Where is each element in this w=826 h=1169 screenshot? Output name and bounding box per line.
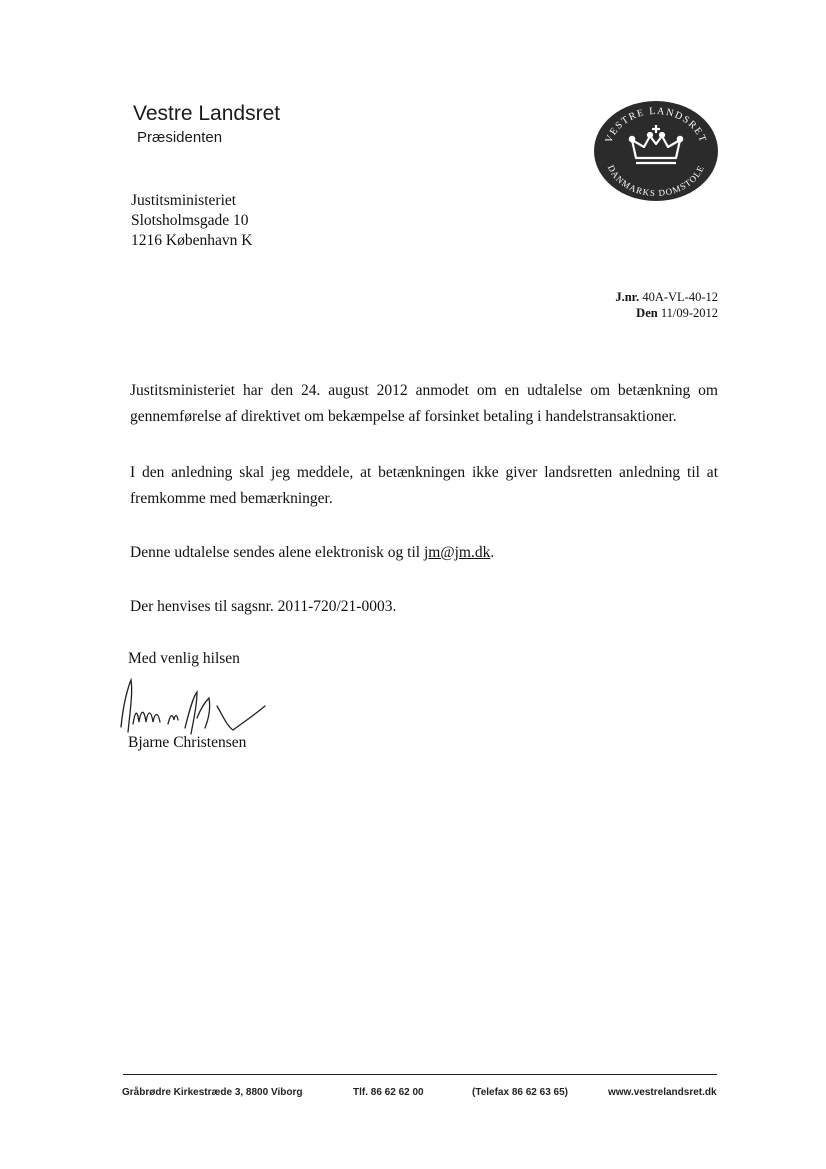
paragraph-text: Denne udtalelse sendes alene elektronisk og til [130, 544, 424, 561]
footer-phone: Tlf. 86 62 62 00 [353, 1087, 424, 1098]
footer-divider [123, 1074, 717, 1075]
jnr-value: 40A-VL-40-12 [642, 290, 718, 304]
recipient-line: Justitsministeriet [131, 192, 237, 209]
recipient-line: Slotsholmsgade 10 [131, 212, 249, 229]
seal-top-text: VESTRE LANDSRET [603, 105, 709, 145]
court-name: Vestre Landsret [133, 102, 281, 125]
court-seal [592, 100, 720, 202]
reference-block [615, 289, 718, 321]
date-value: 11/09-2012 [660, 306, 718, 320]
date-label: Den [636, 306, 658, 320]
office-title: Præsidenten [137, 129, 223, 146]
body-paragraph: Justitsministeriet har den 24. august 2012 anmodet om en udtalelse om betænkning om gennemførelse af direktivet om bekæmpelse af forsinket betaling i handelstransaktioner. [130, 382, 718, 425]
jnr-label: J.nr. [615, 290, 640, 304]
footer-address: Gråbrødre Kirkestræde 3, 8800 Viborg [122, 1087, 303, 1098]
recipient-address [131, 191, 252, 251]
signature-image [113, 672, 273, 742]
body-paragraph: I den anledning skal jeg meddele, at betænkningen ikke giver landsretten anledning til at fremkomme med bemærkninger. [130, 464, 718, 507]
footer-fax: (Telefax 86 62 63 65) [472, 1087, 568, 1098]
signer-name: Bjarne Christensen [128, 734, 247, 751]
seal-bottom-text: DANMARKS DOMSTOLE [605, 163, 707, 199]
recipient-line: 1216 København K [131, 232, 253, 249]
paragraph-end: . [490, 544, 495, 561]
closing-greeting: Med venlig hilsen [128, 650, 240, 667]
email-link[interactable]: jm@jm.dk [423, 544, 491, 561]
body-paragraph: Der henvises til sagsnr. 2011-720/21-0003. [130, 598, 397, 615]
body-paragraph [130, 540, 718, 566]
footer-website[interactable]: www.vestrelandsret.dk [608, 1087, 717, 1098]
